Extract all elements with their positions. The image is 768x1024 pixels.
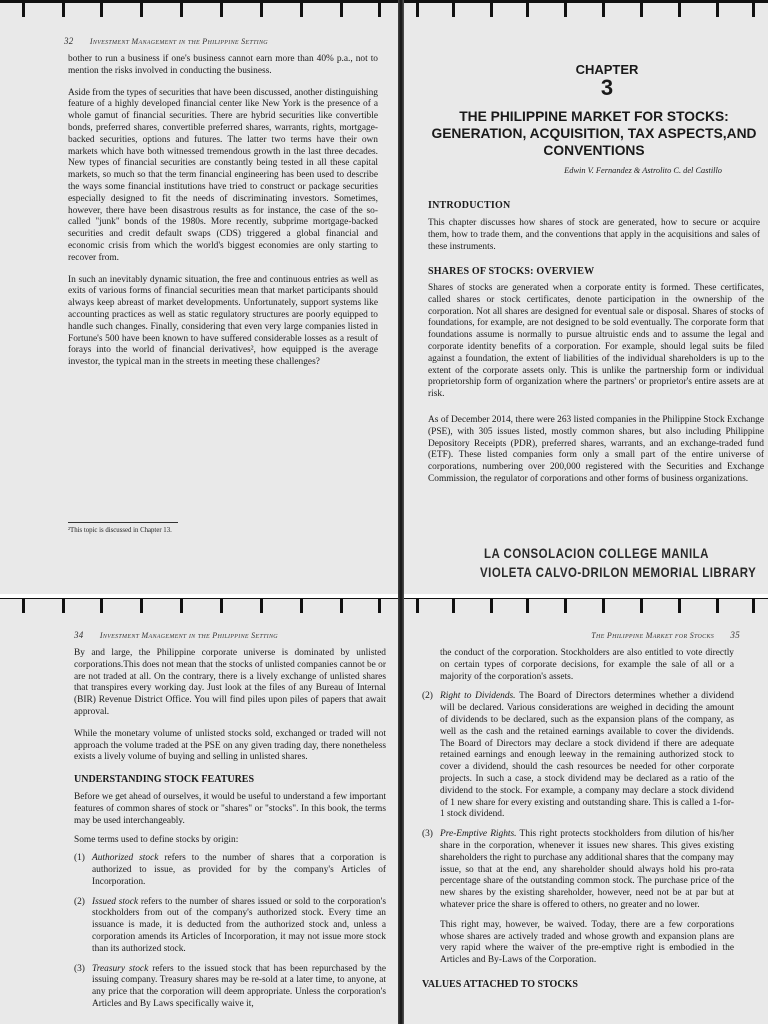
page-divider [0,594,768,598]
term: Issued stock [92,896,139,907]
term-definition: The Board of Directors determines whether a dividend will be declared. Various considerations are weighed in deciding the amount of dividends to be declared, such as the expansion plans of the company, as well as the cash and the retained earnings available to cover the dividends. The Board of Directors may declare a stock dividend if there are adequate retained earnings and enough leeway in the remaining authorized stock to cover a dividend, should the cash resources be needed for other corporate projects. In such a case, a stock dividend may be declared as a ratio of the dividend to the stock. For example, a company may declare a stock dividend of 1 new share for every existing and outstanding share. This is called a 1-for-1 stock dividend. [440,691,734,820]
chapter-authors: Edwin V. Fernandez & Astrolito C. del Castillo [564,166,722,175]
term-definition: refers to the number of shares issued or sold to the corporation's stockholders from out of the company's authorized stock. Every time an issuance is made, it is deducted from the authorized stock and, unless a corporation amends its Articles of Incorporation, it may not issue more stock than its authorized stock. [92,896,386,954]
paragraph: As of December 2014, there were 263 listed companies in the Philippine Stock Exchange (PSE), with 305 issues listed, mostly common shares, but also including Philippine Depository Receipts (PDR), preferred shares, warrants, and an exchange-traded fund (ETF). These listed companies form only a small part of the entire universe of corporations, numbering over 200,000 registered with the Securities and Exchange Commission, the regulator of corporations and other forms of business organizations. [428,414,764,484]
running-head [591,630,740,640]
section-heading-overview: SHARES OF STOCKS: OVERVIEW [428,266,595,277]
list-number: (3) [74,963,85,974]
page-number: 35 [730,630,740,640]
overview-text [428,283,764,496]
running-head [64,36,268,46]
paragraph: By and large, the Philippine corporate universe is dominated by unlisted corporations.This does not mean that the stocks of unlisted companies cannot be or are not traded at all. On the contrary, there is a lively exchange of unlisted shares that transpires every working day. Just look at the files of any Bureau of Internal (BIR) Revenue District Office. You will find piles upon piles of papers that await approval. [74,648,386,717]
library-stamp-line-2: VIOLETA CALVO-DRILON MEMORIAL LIBRARY [480,564,757,580]
list-item [422,691,734,821]
running-head-title: Investment Management in the Philippine Setting [89,37,268,46]
term: Pre-Emptive Rights. [440,829,517,840]
body-text [68,54,378,379]
term-definition: refers to the number of shares that a corporation is authorized to issue, as provided for by the company's Articles of Incorporation. [92,853,386,887]
list-number: (2) [422,691,433,702]
intro-text [428,218,760,263]
paragraph: In such an inevitably dynamic situation, the free and continuous entries as well as exits of various forms of financial securities mean that market participants should always keep abreast of market developments. Unfortunately, support systems like accounting practices as well as static regulatory structures are poorly equipped to handle such changes. Finally, considering that even very large companies listed in Fortune's 500 have been known to have suffered considerable losses as a result of forays into the world of financial derivatives², how equipped is the average investor, the typical man in the streets in meeting these challenges? [68,274,378,368]
term-definition: This right protects stockholders from dilution of his/her share in the corporation, whenever it issues new shares. This gives existing shareholders the right to purchase any additional shares that the company may issue, so that at the end, any shareholder should always hold his pro-rata percentage share of the outstanding common stock. The purchase price of the new shares by the existing shareholder, however, need not be at par but at whatever price the share is offered to others, no greater and no lower. [440,829,734,910]
book-page-34 [0,596,402,1024]
body-text [74,648,386,1019]
footnote: ²This topic is discussed in Chapter 13. [68,527,172,534]
list-item [74,964,386,1011]
paragraph: bother to run a business if one's business cannot earn more than 40% p.a., not to mention the risks involved in conducting the business. [68,54,378,76]
book-spine [398,0,404,1024]
list-item [74,897,386,956]
body-text [422,648,734,1001]
paragraph: This chapter discusses how shares of stock are generated, how to secure or acquire them, how to trade them, and the conventions that apply in the acquisitions and sales of these instruments. [428,218,760,252]
library-stamp-line-1: LA CONSOLACION COLLEGE MANILA [484,545,709,561]
list-item [74,853,386,888]
book-page-33 [402,0,768,596]
term: Right to Dividends. [440,691,516,702]
terms-list [74,853,386,1011]
running-head-title: The Philippine Market for Stocks [591,631,715,640]
section-heading-stock-features: UNDERSTANDING STOCK FEATURES [74,774,255,786]
paragraph: While the monetary volume of unlisted stocks sold, exchanged or traded will not approach the volume traded at the PSE on any given trading day, there nonetheless exists a lively volume of buying and selling in unlisted shares. [74,728,386,763]
chapter-number: 3 [600,75,614,100]
rights-list [422,691,734,911]
term: Treasury stock [92,963,149,974]
term: Authorized stock [92,853,159,864]
section-heading-introduction: INTRODUCTION [428,200,511,211]
list-item [422,829,734,912]
section-heading-values: VALUES ATTACHED TO STOCKS [422,978,578,990]
paragraph: Before we get ahead of ourselves, it would be useful to understand a few important features of common shares of stock or "shares" or "stocks". In this book, the terms may be used interchangeably. [74,791,386,826]
term-definition: refers to the issued stock that has been repurchased by the issuing company. Treasury shares may be re-sold at a later time, to anyone, at any price that the corporation will deem appropriate. Unless the corporation's Articles and By Laws specifically waive it, [92,963,386,1009]
footnote-rule [68,522,178,523]
paragraph: Aside from the types of securities that have been discussed, another distinguishing feature of a highly developed financial center like New York is the presence of a whole gamut of financial securities. There are hybrid securities like convertible bonds, preferred shares, convertible preferred shares, warrants, rights, mortgage-backed securities, options and futures. The latter two terms have their own markets which have both witnessed tremendous growth in the last three decades. New types of financial securities are constantly being tested in all these capital markets, so much so that the term financial engineering has been used to describe the ways some financial institutions have tried to construct or package securities especially designed to fit the needs of discriminating investors. Sometimes, however, there have been disastrous results as for instance, the case of the so-called "junk" bonds of the 1980s. More recently, subprime mortgage-backed securities and credit default swaps (CDS) triggered a global financial and economic crisis from which the world's biggest economies are only starting to recover from. [68,87,378,263]
running-head [74,630,278,640]
binding-rings [0,596,402,620]
list-number: (3) [422,829,433,840]
binding-rings [402,596,768,620]
book-page-32 [0,0,402,596]
paragraph: the conduct of the corporation. Stockholders are also entitled to vote directly on certain types of corporate decisions, for example the sale of all or a majority of the corporation's assets. [440,648,734,682]
paragraph: Some terms used to define stocks by origin: [74,835,239,846]
list-number: (2) [74,896,85,907]
running-head-title: Investment Management in the Philippine Setting [99,631,278,640]
binding-rings [402,0,768,24]
paragraph: Shares of stocks are generated when a corporate entity is formed. These certificates, called shares or stock certificates, denote participation in the ownership of the corporation. Not all shares are designed for eventual sale or disposal. Shares of stocks of foundations, for example, are not designed to be sold eventually. The corporate form that foundations assume is normally to pursue altruistic ends and to assume the legal and corporate identity benefits of a corporation. For example, should legal suits be filed against a foundation, the extent of liabilities of the individual shareholders is up to the extent of the corporate assets only. This is unlike the partnership form or individual proprietorship form of organization where the partners' or proprietor's entire assets are at risk. [428,283,764,400]
chapter-label: CHAPTER [575,62,639,77]
book-page-35 [402,596,768,1024]
page-number: 34 [74,630,84,640]
page-number: 32 [64,36,74,46]
paragraph: This right may, however, be waived. Today, there are a few corporations whose shares are actively traded and whose growth and expansion plans are very rapid where the waiver of the pre-emptive right is embodied in the Articles and By-Laws of the Corporation. [440,919,734,966]
chapter-title: THE PHILIPPINE MARKET FOR STOCKS: GENERATION, ACQUISITION, TAX ASPECTS,AND CONVENTIONS [431,109,757,158]
list-number: (1) [74,853,85,864]
binding-rings [0,0,402,24]
